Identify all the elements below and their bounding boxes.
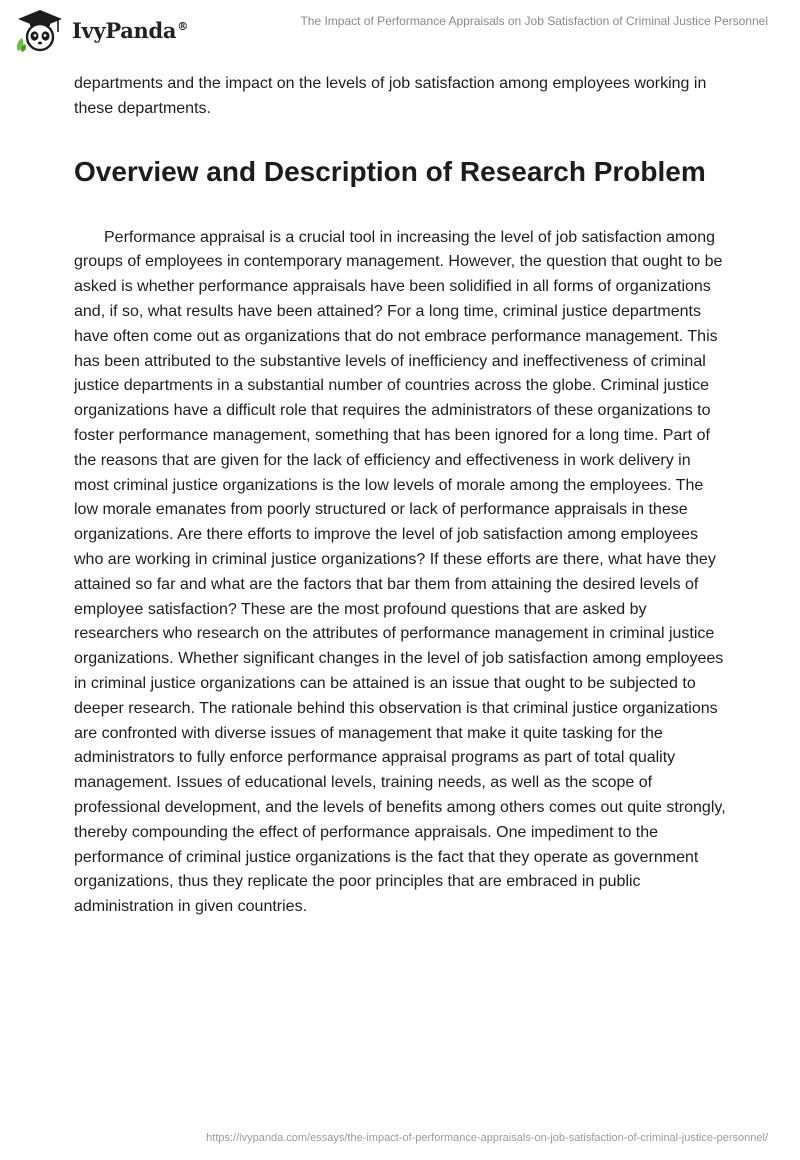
- source-url[interactable]: https://ivypanda.com/essays/the-impact-of-performance-appraisals-on-job-satisfaction-of-criminal-justice-personnel/: [206, 1132, 768, 1144]
- page-header: [0, 0, 800, 60]
- essay-content: [74, 72, 728, 920]
- intro-paragraph: departments and the impact on the levels of job satisfaction among employees working in these departments.: [74, 75, 707, 117]
- ivypanda-logo[interactable]: [14, 8, 188, 52]
- section-heading: Overview and Description of Research Problem: [74, 155, 706, 187]
- document-title: The Impact of Performance Appraisals on Job Satisfaction of Criminal Justice Personnel: [300, 14, 768, 28]
- brand-name: IvyPanda®: [72, 17, 188, 43]
- body-paragraph: Performance appraisal is a crucial tool in increasing the level of job satisfaction among groups of employees in contemporary management. However, the question that ought to be asked is whether performance appraisals have been solidified in all forms of organizations and, if so, what results have been attained? For a long time, criminal justice departments have often come out as organizations that do not embrace performance management. This has been attributed to the substantive levels of inefficiency and ineffectiveness of criminal justice departments in a substantial number of countries across the globe. Criminal justice organizations have a difficult role that requires the administrators of these organizations to foster performance management, something that has been ignored for a long time. Part of the reasons that are given for the lack of efficiency and effectiveness in work delivery in most criminal justice organizations is the low levels of morale among the employees. The low morale emanates from poorly structured or lack of performance appraisals in these organizations. Are there efforts to improve the level of job satisfaction among employees who are working in criminal justice organizations? If these efforts are there, what have they attained so far and what are the factors that bar them from attaining the desired levels of employee satisfaction? These are the most profound questions that are asked by researchers who research on the attributes of performance management in criminal justice organizations. Whether significant changes in the level of job satisfaction among employees in criminal justice organizations can be attained is an issue that ought to be subjected to deeper research. The rationale behind this observation is that criminal justice organizations are confronted with diverse issues of management that make it quite tasking for the administrators to fully enforce performance appraisal programs as part of total quality management. Issues of educational levels, training needs, as well as the scope of professional development, and the levels of benefits among others comes out quite strongly, thereby compounding the effect of performance appraisals. One impediment to the performance of criminal justice organizations is the fact that they operate as government organizations, thus they replicate the poor principles that are embraced in public administration in given countries.: [74, 228, 726, 916]
- panda-graduate-icon: [14, 8, 66, 52]
